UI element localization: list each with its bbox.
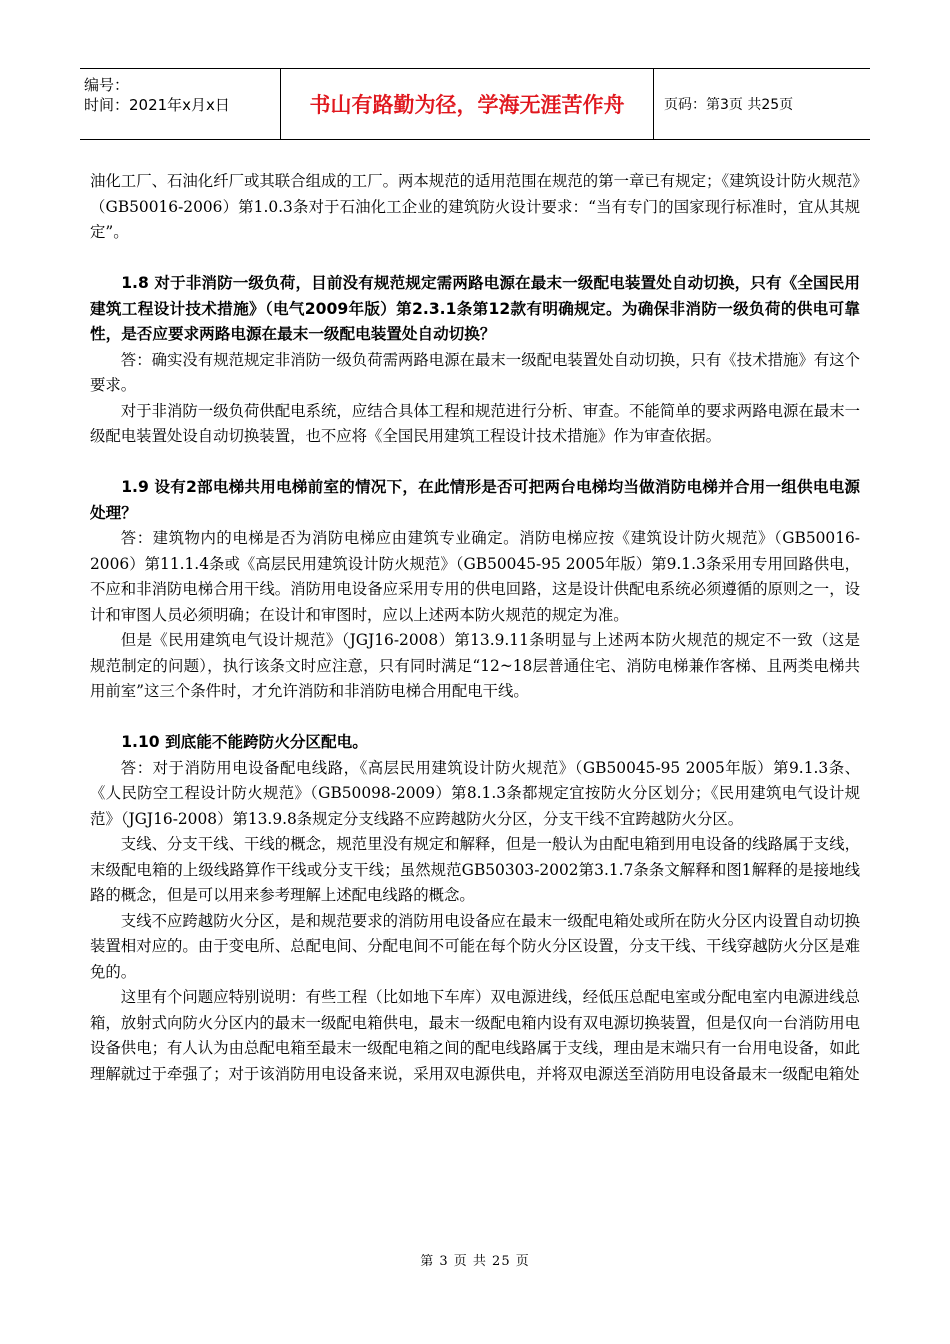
paragraph-spacer [90, 246, 860, 272]
page-footer: 第 3 页 共 25 页 [420, 1254, 530, 1269]
page-header [80, 68, 870, 140]
document-number-label: 编号： [84, 76, 130, 94]
body-paragraph: 答：对于消防用电设备配电线路，《高层民用建筑设计防火规范》（GB50045-95 2005年版）第9.1.3条、《人民防空工程设计防火规范》（GB50098-2009）第8.1.3条都规定宜按防火分区划分；《民用建筑电气设计规范》（JGJ16-2008）第13.9.8条规定分支线路不应跨越防火分区，分支干线不宜跨越防火分区。 [90, 758, 860, 828]
question-heading: 1.9 设有2部电梯共用电梯前室的情况下，在此情形是否可把两台电梯均当做消防电梯并合用一组供电电源处理？ [90, 478, 860, 522]
body-paragraph: 这里有个问题应特别说明：有些工程（比如地下车库）双电源进线，经低压总配电室或分配电室内电源进线总箱，放射式向防火分区内的最末一级配电箱供电，最末一级配电箱内设有双电源切换装置，但是仅向一台消防用电设备供电；有人认为由总配电箱至最末一级配电箱之间的配电线路属于支线，理由是末端只有一台用电设备，如此理解就过于牵强了；对于该消防用电设备来说，采用双电源供电，并将双电源送至消防用电设备最末一级配电箱处 [90, 988, 860, 1083]
body-paragraph: 但是《民用建筑电气设计规范》（JGJ16-2008）第13.9.11条明显与上述两本防火规范的规定不一致（这是规范制定的问题），执行该条文时应注意，只有同时满足“12~18层普通住宅、消防电梯兼作客梯、且两类电梯共用前室”这三个条件时，才允许消防和非消防电梯合用配电干线。 [90, 631, 860, 700]
body-paragraph: 支线不应跨越防火分区，是和规范要求的消防用电设备应在最末一级配电箱处或所在防火分区内设置自动切换装置相对应的。由于变电所、总配电间、分配电间不可能在每个防火分区设置，分支干线、干线穿越防火分区是难免的。 [90, 911, 860, 981]
header-page-info: 页码：第3页 共25页 [664, 97, 794, 113]
paragraph-spacer [90, 705, 860, 731]
body-paragraph: 支线、分支干线、干线的概念，规范里没有规定和解释，但是一般认为由配电箱到用电设备的线路属于支线，末级配电箱的上级线路算作干线或分支干线；虽然规范GB50303-2002第3.1.7条条文解释和图1解释的是接地线路的概念，但是可以用来参考理解上述配电线路的概念。 [90, 835, 860, 904]
body-paragraph: 对于非消防一级负荷供配电系统，应结合具体工程和规范进行分析、审查。不能简单的要求两路电源在最末一级配电装置处设自动切换装置，也不应将《全国民用建筑工程设计技术措施》作为审查依据。 [90, 401, 860, 445]
paragraph-spacer [90, 450, 860, 476]
header-meta [80, 69, 280, 139]
document-date-label: 时间：2021年x月x日 [84, 96, 230, 114]
question-heading: 1.10 到底能不能跨防火分区配电。 [121, 733, 368, 751]
body-paragraph: 油化工厂、石油化纤厂或其联合组成的工厂。两本规范的适用范围在规范的第一章已有规定；《建筑设计防火规范》（GB50016-2006）第1.0.3条对于石油化工企业的建筑防火设计要求：“当有专门的国家现行标准时，宜从其规定”。 [90, 172, 860, 241]
body-paragraph: 答：建筑物内的电梯是否为消防电梯应由建筑专业确定。消防电梯应按《建筑设计防火规范》（GB50016-2006）第11.1.4条或《高层民用建筑设计防火规范》（GB50045-95 2005年版）第9.1.3条采用专用回路供电，不应和非消防电梯合用干线。消防用电设备应采用专用的供电回路，这是设计供配电系统必须遵循的原则之一，设计和审图人员必须明确；在设计和审图时，应以上述两本防火规范的规定为准。 [90, 529, 860, 624]
question-heading: 1.8 对于非消防一级负荷，目前没有规范规定需两路电源在最末一级配电装置处自动切换，只有《全国民用建筑工程设计技术措施》（电气2009年版）第2.3.1条第12款有明确规定。为确保非消防一级负荷的供电可靠性，是否应要求两路电源在最末一级配电装置处自动切换？ [90, 274, 860, 343]
body-paragraph: 答：确实没有规范规定非消防一级负荷需两路电源在最末一级配电装置处自动切换，只有《技术措施》有这个要求。 [90, 350, 860, 394]
document-body [90, 169, 860, 1087]
header-motto: 书山有路勤为径，学海无涯苦作舟 [280, 69, 654, 139]
